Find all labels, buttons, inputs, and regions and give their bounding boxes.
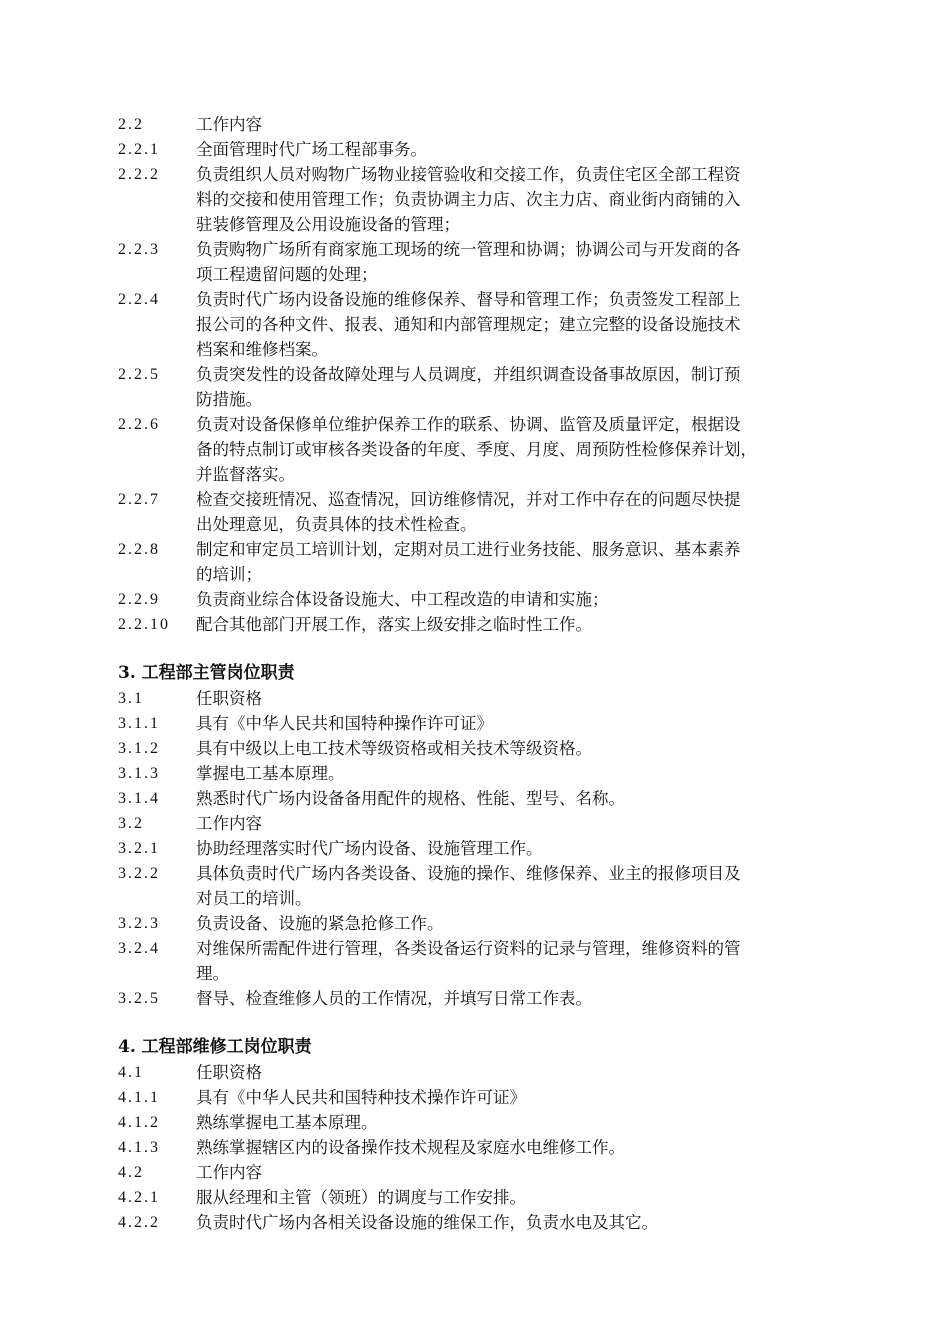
- clause-number: 2.2.1: [118, 141, 160, 158]
- clause-text: 负责购物广场所有商家施工现场的统一管理和协调；协调公司与开发商的各 项工程遗留问题的处理；: [196, 240, 741, 284]
- clause-number: 3.2.1: [118, 840, 160, 857]
- clause-number: 3.2.2: [118, 865, 160, 882]
- clause-text: 具体负责时代广场内各类设备、设施的操作、维修保养、业主的报修项目及 对员工的培训。: [196, 864, 741, 908]
- clause-number: 4.2.2: [118, 1214, 160, 1231]
- clause-text: 督导、检查维修人员的工作情况，并填写日常工作表。: [196, 989, 592, 1008]
- clause-number: 3.2.3: [118, 915, 160, 932]
- clause-text: 负责时代广场内各相关设备设施的维保工作，负责水电及其它。: [196, 1213, 658, 1232]
- clause-number: 4.2: [118, 1164, 144, 1181]
- clause-number: 2.2.4: [118, 291, 160, 308]
- clause-number: 4.2.1: [118, 1189, 160, 1206]
- clause-number: 3.1: [118, 690, 144, 707]
- clause-text: 对维保所需配件进行管理，各类设备运行资料的记录与管理，维修资料的管 理。: [196, 939, 741, 983]
- clause-text: 配合其他部门开展工作，落实上级安排之临时性工作。: [196, 615, 592, 634]
- clause-text: 负责组织人员对购物广场物业接管验收和交接工作，负责住宅区全部工程资 料的交接和使用管理工作；负责协调主力店、次主力店、商业街内商铺的入 驻装修管理及公用设施设备的管理；: [196, 165, 741, 234]
- clause-text: 具有《中华人民共和国特种操作许可证》: [196, 714, 493, 733]
- clause-text: 工作内容: [196, 115, 262, 134]
- clause-text: 工作内容: [196, 814, 262, 833]
- clause-number: 4.1: [118, 1064, 144, 1081]
- clause-text: 负责商业综合体设备设施大、中工程改造的申请和实施；: [196, 590, 609, 609]
- clause-number: 3.2.5: [118, 990, 160, 1007]
- clause-text: 负责对设备保修单位维护保养工作的联系、协调、监管及质量评定，根据设 备的特点制订或审核各类设备的年度、季度、月度、周预防性检修保养计划， 并监督落实。: [196, 415, 757, 484]
- clause-number: 2.2.9: [118, 591, 160, 608]
- clause-number: 2.2.2: [118, 166, 160, 183]
- clause-text: 熟悉时代广场内设备备用配件的规格、性能、型号、名称。: [196, 789, 625, 808]
- clause-text: 全面管理时代广场工程部事务。: [196, 140, 427, 159]
- clause-text: 负责突发性的设备故障处理与人员调度，并组织调查设备事故原因，制订预 防措施。: [196, 365, 741, 409]
- clause-text: 具有中级以上电工技术等级资格或相关技术等级资格。: [196, 739, 592, 758]
- clause-text: 熟练掌握辖区内的设备操作技术规程及家庭水电维修工作。: [196, 1138, 625, 1157]
- clause-number: 3.1.1: [118, 715, 160, 732]
- clause-number: 3.1.2: [118, 740, 160, 757]
- clause-number: 2.2.7: [118, 491, 160, 508]
- clause-text: 负责设备、设施的紧急抢修工作。: [196, 914, 444, 933]
- clause-number: 4.1.1: [118, 1089, 160, 1106]
- clause-number: 2.2: [118, 116, 144, 133]
- clause-number: 2.2.5: [118, 366, 160, 383]
- clause-text: 任职资格: [196, 1063, 262, 1082]
- clause-text: 熟练掌握电工基本原理。: [196, 1113, 378, 1132]
- clause-number: 2.2.10: [118, 616, 170, 633]
- clause-number: 3.2: [118, 815, 144, 832]
- clause-text: 负责时代广场内设备设施的维修保养、督导和管理工作；负责签发工程部上 报公司的各种文件、报表、通知和内部管理规定；建立完整的设备设施技术 档案和维修档案。: [196, 290, 741, 359]
- clause-text: 具有《中华人民共和国特种技术操作许可证》: [196, 1088, 526, 1107]
- clause-number: 4.1.3: [118, 1139, 160, 1156]
- clause-number: 3.2.4: [118, 940, 160, 957]
- clause-number: 2.2.6: [118, 416, 160, 433]
- clause-text: 掌握电工基本原理。: [196, 764, 345, 783]
- section-4-heading: 4. 工程部维修工岗位职责: [118, 1037, 312, 1057]
- clause-text: 制定和审定员工培训计划，定期对员工进行业务技能、服务意识、基本素养 的培训；: [196, 540, 741, 584]
- clause-text: 任职资格: [196, 689, 262, 708]
- section-3-heading: 3. 工程部主管岗位职责: [118, 663, 295, 683]
- clause-text: 工作内容: [196, 1163, 262, 1182]
- clause-number: 2.2.3: [118, 241, 160, 258]
- clause-text: 服从经理和主管（领班）的调度与工作安排。: [196, 1188, 526, 1207]
- clause-number: 4.1.2: [118, 1114, 160, 1131]
- clause-text: 协助经理落实时代广场内设备、设施管理工作。: [196, 839, 543, 858]
- clause-number: 3.1.4: [118, 790, 160, 807]
- clause-number: 3.1.3: [118, 765, 160, 782]
- clause-text: 检查交接班情况、巡查情况，回访维修情况，并对工作中存在的问题尽快提 出处理意见，负责具体的技术性检查。: [196, 490, 741, 534]
- clause-number: 2.2.8: [118, 541, 160, 558]
